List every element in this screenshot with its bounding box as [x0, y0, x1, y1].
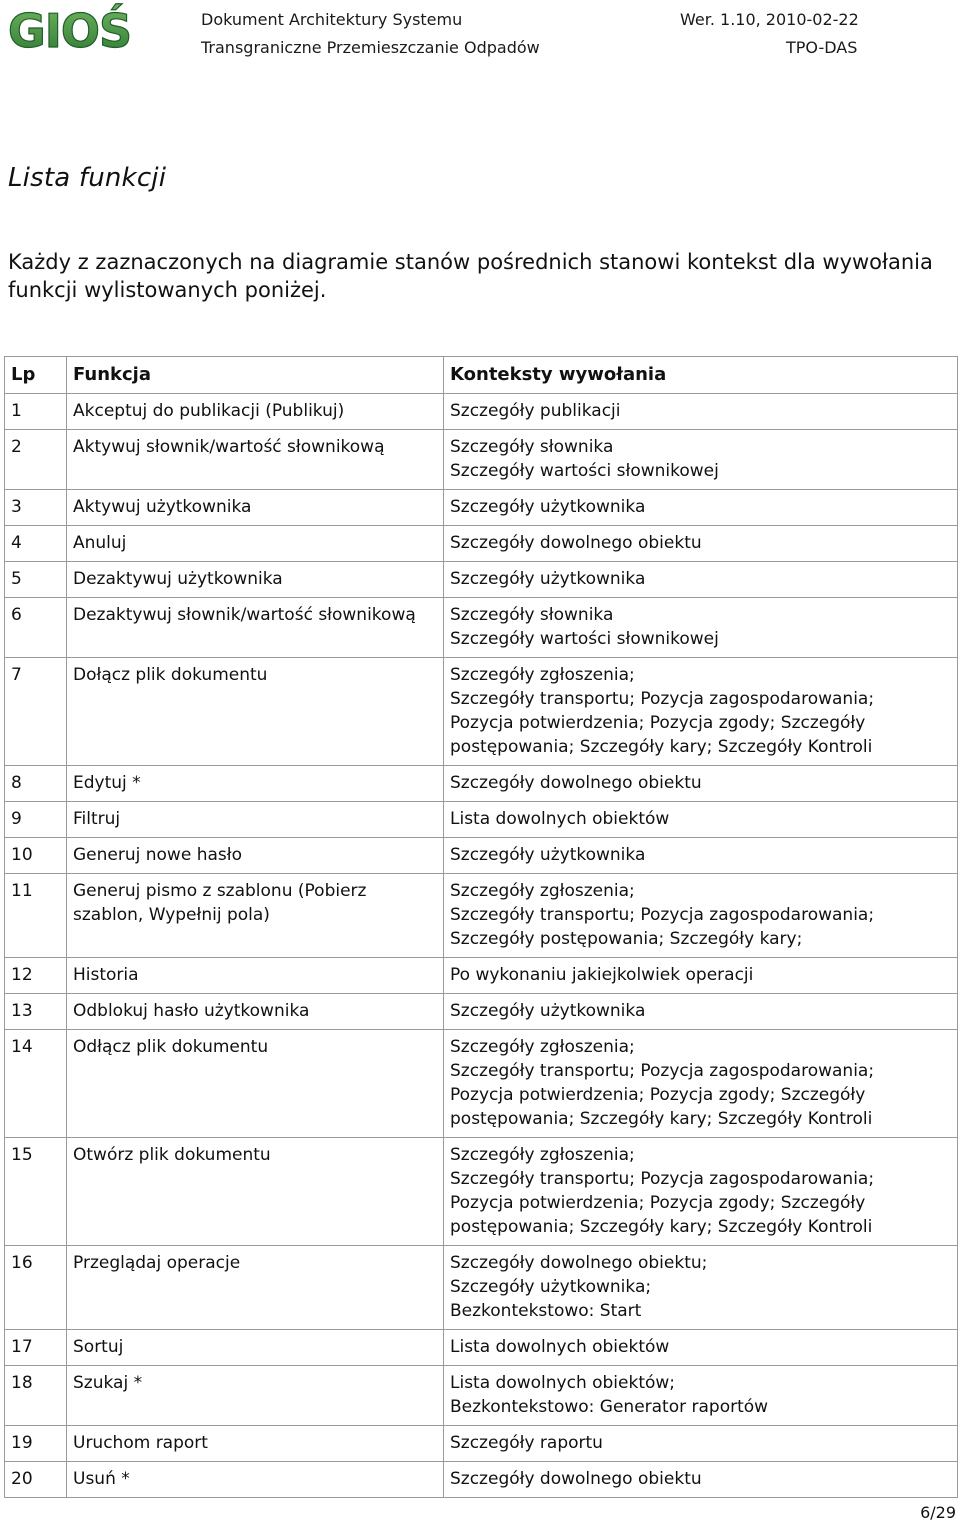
context-line: Po wykonaniu jakiejkolwiek operacji — [450, 965, 754, 985]
context-line: Bezkontekstowo: Start — [450, 1301, 642, 1321]
context-line: Szczegóły wartości słownikowej — [450, 629, 719, 649]
context-line: Szczegóły użytkownika; — [450, 1277, 652, 1297]
function-name: Otwórz plik dokumentu — [67, 1138, 444, 1246]
context-line: Szczegóły słownika — [450, 437, 614, 457]
context-line: Szczegóły użytkownika — [450, 1001, 646, 1021]
context-line: Szczegóły transportu; Pozycja zagospodarowania; — [450, 1169, 875, 1189]
function-name: Uruchom raport — [67, 1426, 444, 1462]
row-number: 8 — [5, 766, 67, 802]
row-number: 19 — [5, 1426, 67, 1462]
row-number: 13 — [5, 994, 67, 1030]
contexts-cell — [444, 1426, 958, 1462]
intro-paragraph: Każdy z zaznaczonych na diagramie stanów pośrednich stanowi kontekst dla wywołania funkcji wylistowanych poniżej. — [8, 250, 933, 302]
table-row — [5, 802, 958, 838]
document-code: TPO-DAS — [786, 38, 858, 57]
contexts-cell — [444, 394, 958, 430]
function-name: Dezaktywuj słownik/wartość słownikową — [67, 598, 444, 658]
contexts-cell — [444, 598, 958, 658]
contexts-cell — [444, 562, 958, 598]
contexts-cell — [444, 838, 958, 874]
table-row — [5, 1426, 958, 1462]
context-line: Szczegóły dowolnego obiektu; — [450, 1253, 708, 1273]
document-title: Dokument Architektury Systemu — [201, 10, 463, 29]
row-number: 2 — [5, 430, 67, 490]
context-line: Szczegóły dowolnego obiektu — [450, 1469, 702, 1489]
context-line: Szczegóły zgłoszenia; — [450, 1145, 635, 1165]
context-line: Lista dowolnych obiektów; — [450, 1373, 676, 1393]
function-name: Szukaj * — [67, 1366, 444, 1426]
table-header-row — [5, 357, 958, 394]
function-name: Przeglądaj operacje — [67, 1246, 444, 1330]
row-number: 7 — [5, 658, 67, 766]
table-row — [5, 658, 958, 766]
context-line: Lista dowolnych obiektów — [450, 1337, 670, 1357]
table-row — [5, 394, 958, 430]
context-line: Bezkontekstowo: Generator raportów — [450, 1397, 769, 1417]
context-line: Szczegóły dowolnego obiektu — [450, 773, 702, 793]
row-number: 10 — [5, 838, 67, 874]
table-row — [5, 598, 958, 658]
context-line: Szczegóły zgłoszenia; — [450, 1037, 635, 1057]
page-number: 6/29 — [920, 1503, 956, 1522]
document-version: Wer. 1.10, 2010-02-22 — [680, 10, 859, 29]
function-name: Aktywuj użytkownika — [67, 490, 444, 526]
function-name: Anuluj — [67, 526, 444, 562]
row-number: 11 — [5, 874, 67, 958]
table-row — [5, 1330, 958, 1366]
row-number: 5 — [5, 562, 67, 598]
context-line: Pozycja potwierdzenia; Pozycja zgody; Szczegóły — [450, 1085, 866, 1105]
function-name: Filtruj — [67, 802, 444, 838]
context-line: Szczegóły użytkownika — [450, 497, 646, 517]
row-number: 6 — [5, 598, 67, 658]
row-number: 14 — [5, 1030, 67, 1138]
context-line: postępowania; Szczegóły kary; Szczegóły Kontroli — [450, 1217, 873, 1237]
table-row — [5, 430, 958, 490]
function-name: Aktywuj słownik/wartość słownikową — [67, 430, 444, 490]
row-number: 20 — [5, 1462, 67, 1498]
function-name: Generuj pismo z szablonu (Pobierz szablon, Wypełnij pola) — [67, 874, 444, 958]
column-header-lp: Lp — [5, 357, 67, 394]
contexts-cell — [444, 1366, 958, 1426]
table-row — [5, 1246, 958, 1330]
table-row — [5, 526, 958, 562]
contexts-cell — [444, 958, 958, 994]
function-name: Dezaktywuj użytkownika — [67, 562, 444, 598]
contexts-cell — [444, 766, 958, 802]
function-name: Odłącz plik dokumentu — [67, 1030, 444, 1138]
row-number: 9 — [5, 802, 67, 838]
context-line: Pozycja potwierdzenia; Pozycja zgody; Szczegóły — [450, 713, 866, 733]
context-line: Szczegóły zgłoszenia; — [450, 881, 635, 901]
contexts-cell — [444, 1138, 958, 1246]
table-row — [5, 1138, 958, 1246]
table-row — [5, 490, 958, 526]
context-line: postępowania; Szczegóły kary; Szczegóły Kontroli — [450, 737, 873, 757]
row-number: 1 — [5, 394, 67, 430]
context-line: Szczegóły transportu; Pozycja zagospodarowania; — [450, 689, 875, 709]
context-line: Szczegóły zgłoszenia; — [450, 665, 635, 685]
section-title: Lista funkcji — [8, 163, 167, 193]
column-header-contexts: Konteksty wywołania — [444, 357, 958, 394]
contexts-cell — [444, 658, 958, 766]
contexts-cell — [444, 1330, 958, 1366]
row-number: 15 — [5, 1138, 67, 1246]
contexts-cell — [444, 430, 958, 490]
row-number: 17 — [5, 1330, 67, 1366]
function-name: Odblokuj hasło użytkownika — [67, 994, 444, 1030]
function-name: Usuń * — [67, 1462, 444, 1498]
context-line: Szczegóły wartości słownikowej — [450, 461, 719, 481]
table-row — [5, 766, 958, 802]
table-row — [5, 1366, 958, 1426]
row-number: 12 — [5, 958, 67, 994]
context-line: Szczegóły transportu; Pozycja zagospodarowania; — [450, 1061, 875, 1081]
document-subtitle: Transgraniczne Przemieszczanie Odpadów — [201, 38, 540, 57]
table-row — [5, 838, 958, 874]
row-number: 16 — [5, 1246, 67, 1330]
contexts-cell — [444, 1246, 958, 1330]
context-line: postępowania; Szczegóły kary; Szczegóły Kontroli — [450, 1109, 873, 1129]
function-name: Sortuj — [67, 1330, 444, 1366]
table-row — [5, 958, 958, 994]
contexts-cell — [444, 994, 958, 1030]
contexts-cell — [444, 1030, 958, 1138]
table-row — [5, 1462, 958, 1498]
row-number: 18 — [5, 1366, 67, 1426]
contexts-cell — [444, 526, 958, 562]
contexts-cell — [444, 490, 958, 526]
function-name: Akceptuj do publikacji (Publikuj) — [67, 394, 444, 430]
table-row — [5, 562, 958, 598]
context-line: Szczegóły użytkownika — [450, 845, 646, 865]
table-row — [5, 1030, 958, 1138]
context-line: Szczegóły transportu; Pozycja zagospodarowania; — [450, 905, 875, 925]
column-header-function: Funkcja — [67, 357, 444, 394]
table-row — [5, 874, 958, 958]
gios-logo — [6, 3, 168, 53]
context-line: Szczegóły dowolnego obiektu — [450, 533, 702, 553]
table-row — [5, 994, 958, 1030]
svg-text:GIOŚ: GIOŚ — [8, 4, 132, 53]
contexts-cell — [444, 802, 958, 838]
context-line: Szczegóły użytkownika — [450, 569, 646, 589]
page-header — [0, 0, 960, 62]
function-name: Dołącz plik dokumentu — [67, 658, 444, 766]
row-number: 3 — [5, 490, 67, 526]
context-line: Pozycja potwierdzenia; Pozycja zgody; Szczegóły — [450, 1193, 866, 1213]
context-line: Lista dowolnych obiektów — [450, 809, 670, 829]
function-name: Historia — [67, 958, 444, 994]
function-name: Generuj nowe hasło — [67, 838, 444, 874]
contexts-cell — [444, 874, 958, 958]
function-name: Edytuj * — [67, 766, 444, 802]
context-line: Szczegóły postępowania; Szczegóły kary; — [450, 929, 803, 949]
functions-table — [4, 356, 958, 1498]
context-line: Szczegóły publikacji — [450, 401, 621, 421]
context-line: Szczegóły raportu — [450, 1433, 603, 1453]
contexts-cell — [444, 1462, 958, 1498]
context-line: Szczegóły słownika — [450, 605, 614, 625]
row-number: 4 — [5, 526, 67, 562]
